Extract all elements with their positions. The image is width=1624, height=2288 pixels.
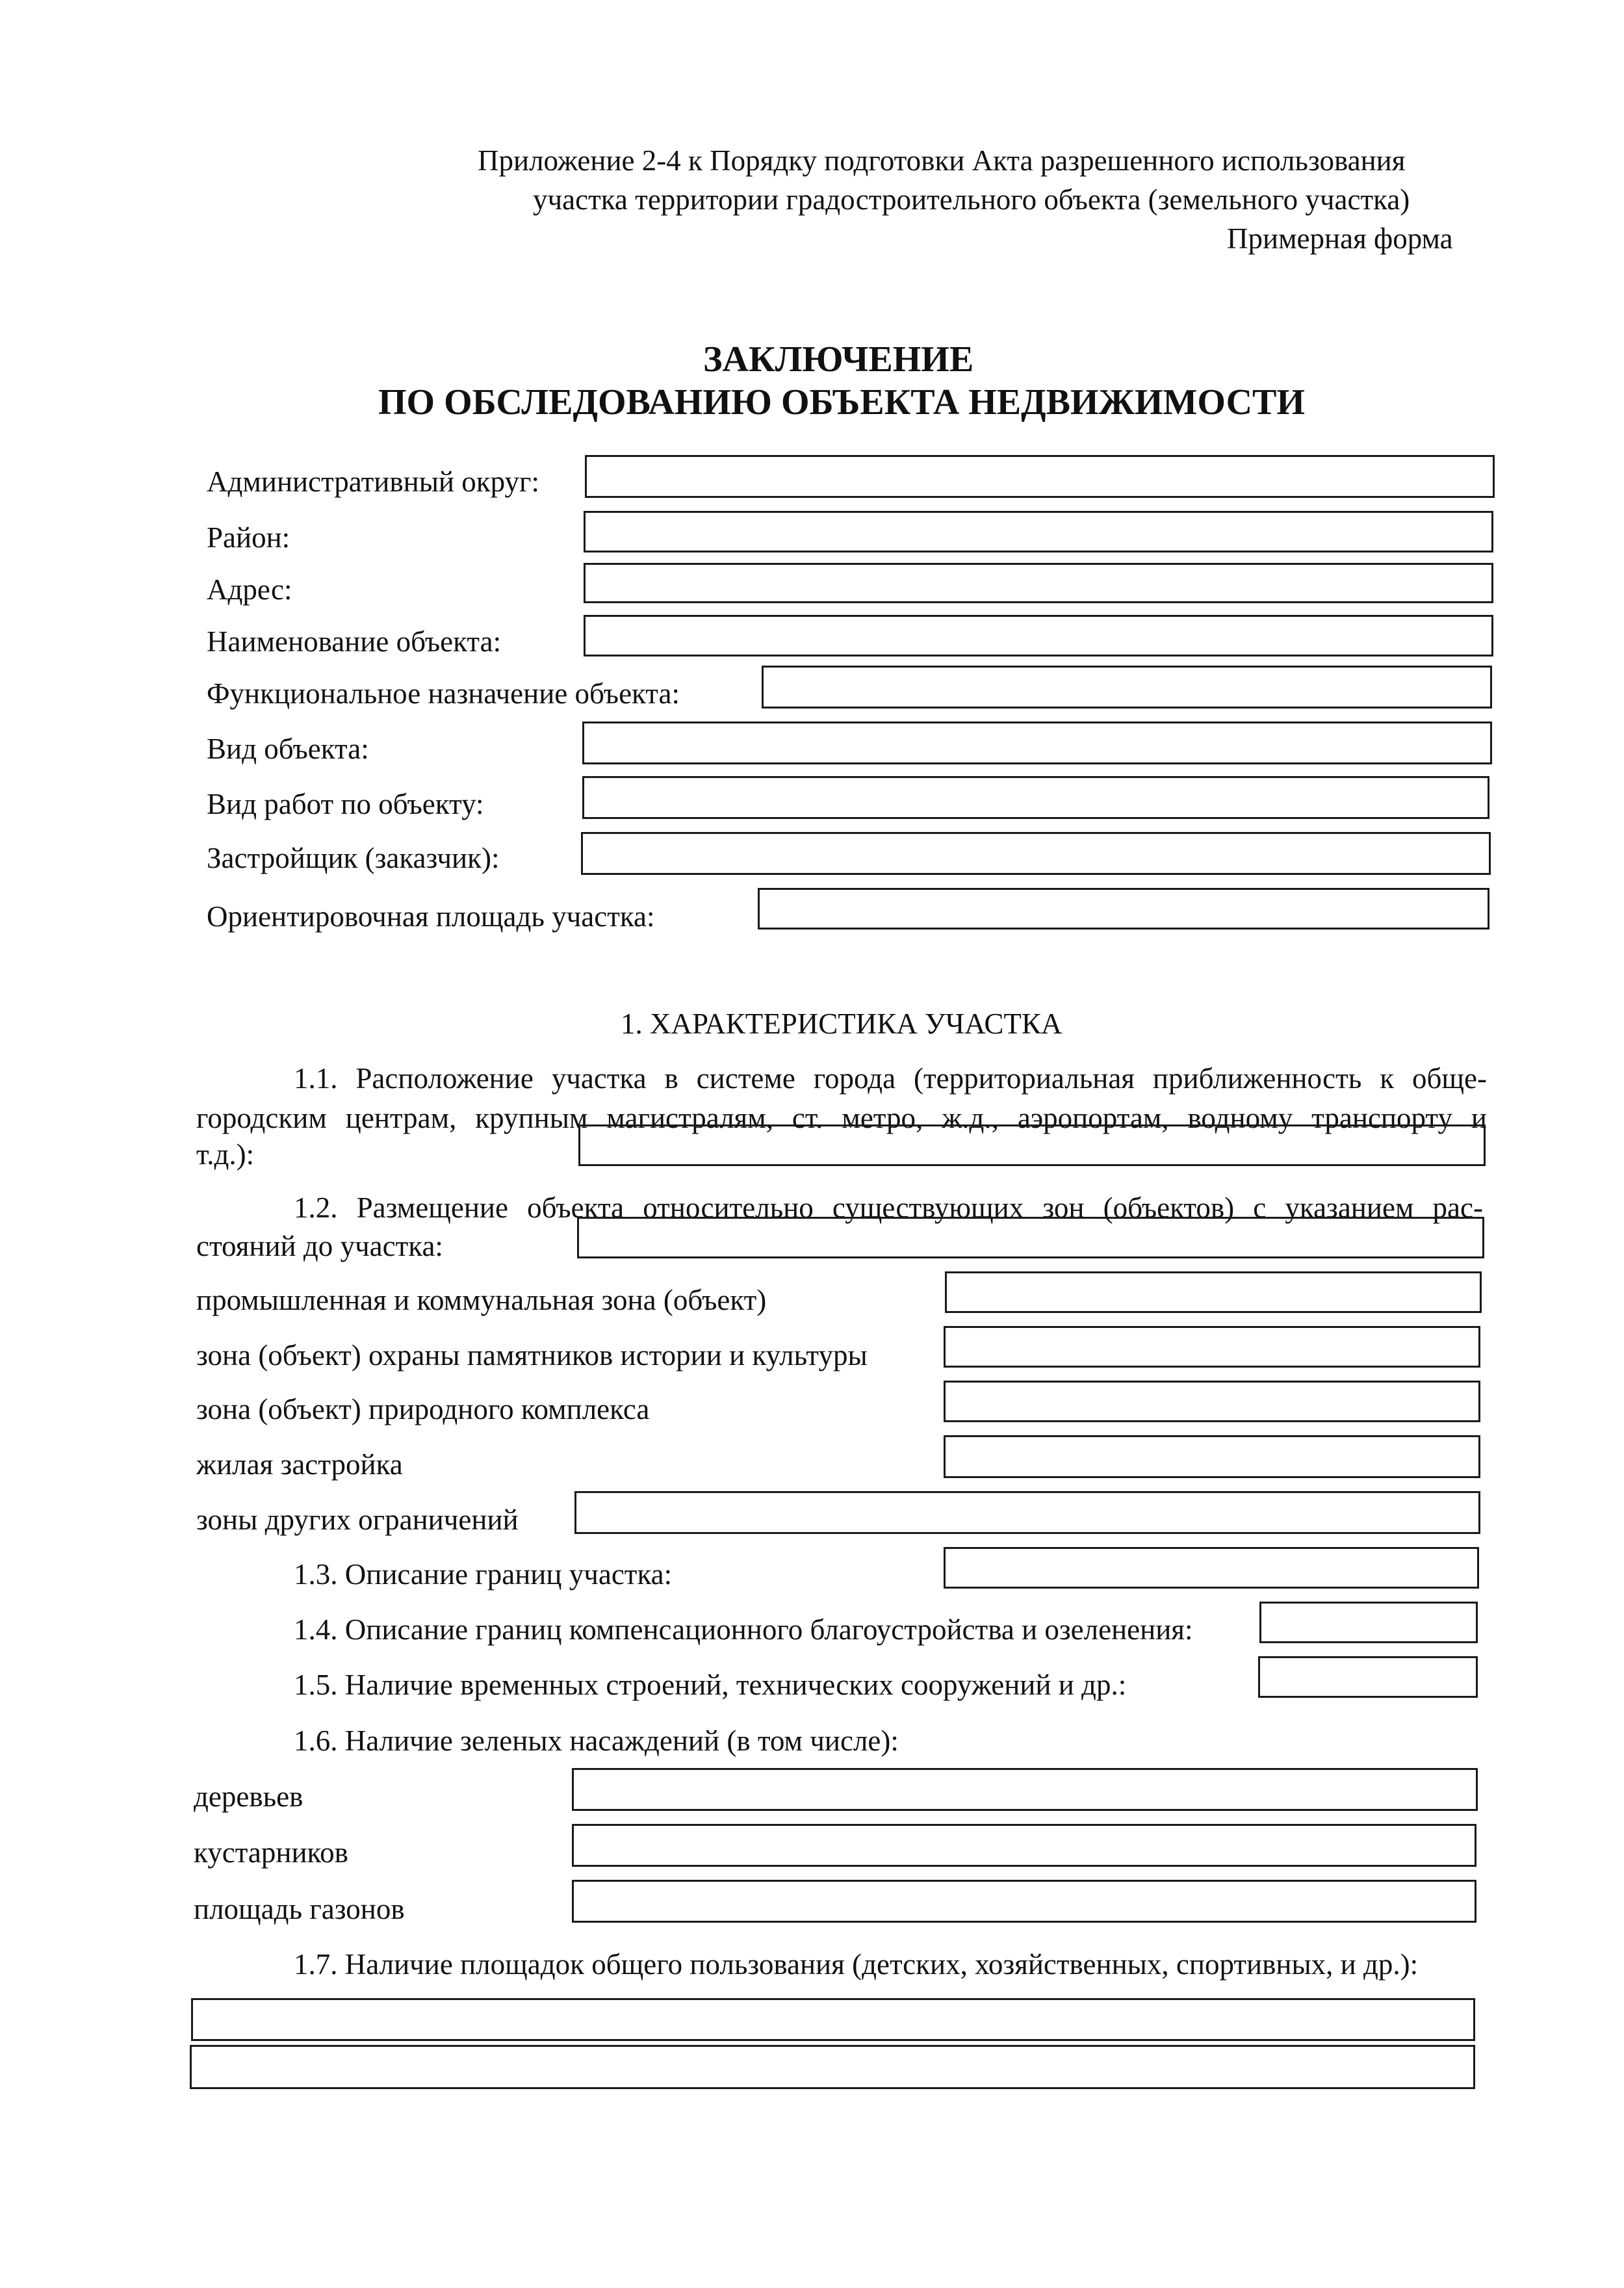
object-type-field[interactable] — [582, 722, 1492, 764]
header-line-1: Приложение 2-4 к Порядку подготовки Акта разрешенного использования — [478, 144, 1406, 177]
zone-label-other: зоны других ограничений — [196, 1503, 519, 1536]
zone-label-industrial: промышленная и коммунальная зона (объект) — [196, 1284, 767, 1316]
plot-area-field[interactable] — [758, 888, 1489, 930]
work-type-field[interactable] — [582, 776, 1489, 819]
trees-field[interactable] — [572, 1768, 1478, 1811]
p1-6-label: 1.6. Наличие зеленых насаждений (в том числе): — [294, 1724, 899, 1757]
zone-label-residential: жилая застройка — [196, 1448, 403, 1481]
field-label-work-type: Вид работ по объекту: — [207, 788, 484, 820]
section-1-heading: 1. ХАРАКТЕРИСТИКА УЧАСТКА — [621, 1008, 1063, 1040]
p1-2-line2: стояний до участка: — [196, 1230, 443, 1262]
admin-district-field[interactable] — [585, 455, 1495, 498]
temporary-buildings-field[interactable] — [1258, 1656, 1478, 1698]
field-label-object-type: Вид объекта: — [207, 733, 369, 765]
field-label-object-name: Наименование объекта: — [207, 625, 502, 658]
other-zone-field[interactable] — [574, 1491, 1480, 1534]
residential-zone-field[interactable] — [944, 1435, 1480, 1478]
function-field[interactable] — [762, 666, 1492, 708]
document-title: ЗАКЛЮЧЕНИЕ — [703, 339, 974, 380]
lawns-field[interactable] — [572, 1880, 1476, 1923]
header-line-3: Примерная форма — [1227, 222, 1453, 255]
green-label-shrubs: кустарников — [194, 1836, 348, 1869]
shrubs-field[interactable] — [572, 1824, 1476, 1867]
field-label-plot-area: Ориентировочная площадь участка: — [207, 900, 655, 933]
field-label-area: Район: — [207, 521, 290, 554]
public-areas-field-2[interactable] — [190, 2045, 1475, 2089]
p1-1-line3: т.д.): — [196, 1138, 255, 1171]
p1-3-label: 1.3. Описание границ участка: — [294, 1558, 673, 1591]
document-subtitle: ПО ОБСЛЕДОВАНИЮ ОБЪЕКТА НЕДВИЖИМОСТИ — [378, 382, 1305, 422]
zone-label-nature: зона (объект) природного комплекса — [196, 1393, 650, 1425]
p1-4-label: 1.4. Описание границ компенсационного благоустройства и озеленения: — [294, 1613, 1193, 1646]
nature-zone-field[interactable] — [944, 1381, 1480, 1422]
p1-7-label: 1.7. Наличие площадок общего пользования (детских, хозяйственных, спортивных, и др.): — [294, 1948, 1419, 1981]
plot-boundaries-field[interactable] — [944, 1547, 1479, 1589]
area-field[interactable] — [584, 511, 1493, 552]
header-line-2: участка территории градостроительного объекта (земельного участка) — [533, 183, 1410, 216]
landscaping-boundaries-field[interactable] — [1259, 1602, 1478, 1643]
field-label-function: Функциональное назначение объекта: — [207, 677, 680, 710]
p1-5-label: 1.5. Наличие временных строений, технических сооружений и др.: — [294, 1669, 1127, 1701]
p1-1-line1: 1.1. Расположение участка в системе города (территориальная приближенность к обще- — [294, 1062, 1487, 1095]
green-label-trees: деревьев — [194, 1780, 303, 1813]
surrounding-zones-field[interactable] — [577, 1217, 1484, 1258]
city-location-field[interactable] — [578, 1124, 1486, 1166]
p1-1-line2: городским центрам, крупным магистралям, ст. метро, ж.д., аэропортам, водному транспорту и — [196, 1102, 1487, 1134]
field-label-district: Административный округ: — [207, 465, 539, 498]
field-label-developer: Застройщик (заказчик): — [207, 842, 500, 874]
heritage-zone-field[interactable] — [944, 1326, 1480, 1368]
zone-label-heritage: зона (объект) охраны памятников истории и культуры — [196, 1339, 868, 1372]
address-field[interactable] — [584, 563, 1493, 603]
industrial-zone-field[interactable] — [945, 1271, 1482, 1313]
developer-field[interactable] — [581, 832, 1491, 875]
object-name-field[interactable] — [584, 615, 1493, 656]
field-label-address: Адрес: — [207, 573, 292, 606]
p1-2-line1: 1.2. Размещение объекта относительно существующих зон (объектов) с указанием рас- — [294, 1191, 1483, 1224]
public-areas-field-1[interactable] — [191, 1998, 1475, 2041]
green-label-lawns: площадь газонов — [194, 1893, 405, 1925]
